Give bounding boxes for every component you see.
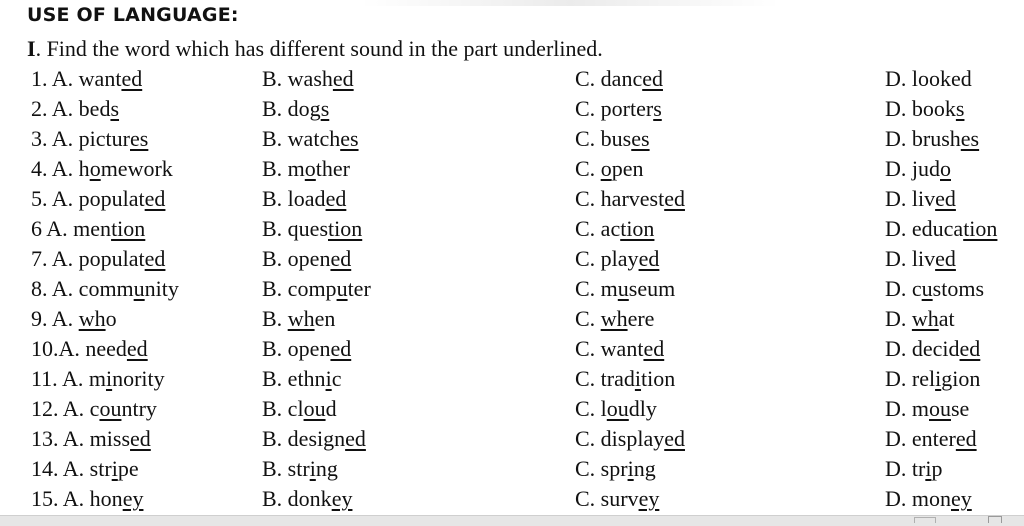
option-text: at (938, 306, 955, 331)
option-c (575, 94, 662, 124)
option-text: 10.A. need (31, 336, 127, 361)
underlined-part: ed (664, 186, 685, 211)
question-row (0, 454, 1024, 484)
underlined-part: ed (130, 426, 151, 451)
option-d (885, 394, 969, 424)
underlined-part: ou (99, 396, 122, 421)
question-row (0, 214, 1024, 244)
option-c (575, 364, 675, 394)
instruction (27, 36, 603, 62)
option-d (885, 124, 979, 154)
underlined-part: tion (963, 216, 998, 241)
option-text: B. watch (262, 126, 341, 151)
underlined-part: i (309, 456, 316, 481)
instruction-roman: I (27, 36, 36, 61)
underlined-part: tion (111, 216, 146, 241)
option-d (885, 274, 984, 304)
bottom-bar (0, 515, 1024, 526)
option-text: D. looked (885, 66, 972, 91)
underlined-part: wh (911, 306, 939, 331)
option-text: 15. A. hon (31, 486, 123, 511)
option-text: seum (628, 276, 676, 301)
option-text: C. (575, 156, 601, 181)
underlined-part: ed (144, 246, 166, 271)
option-text: 4. A. h (31, 156, 90, 181)
underlined-part: ey (331, 486, 353, 511)
option-a (31, 244, 165, 274)
option-a (31, 154, 173, 184)
underlined-part: wh (287, 306, 315, 331)
option-text: D. enter (885, 426, 956, 451)
option-c (575, 334, 664, 364)
option-text: se (951, 396, 970, 421)
option-c (575, 244, 659, 274)
option-text: 7. A. populat (31, 246, 145, 271)
option-c (575, 184, 685, 214)
underlined-part: s (653, 96, 662, 121)
option-d (885, 304, 955, 334)
option-b (262, 334, 351, 364)
option-text: ere (627, 306, 655, 331)
option-text: 6 A. men (31, 216, 112, 241)
option-text: ther (315, 156, 350, 181)
option-a (31, 454, 139, 484)
option-d (885, 424, 977, 454)
underlined-part: ed (955, 426, 977, 451)
option-text: C. surv (575, 486, 639, 511)
underlined-part: ed (144, 186, 166, 211)
option-b (262, 244, 351, 274)
option-a (31, 214, 145, 244)
option-text: ng (633, 456, 656, 481)
underlined-part: ed (126, 336, 148, 361)
option-text: pen (611, 156, 644, 181)
instruction-text: . Find the word which has different sound in the part underlined. (35, 36, 603, 61)
option-text: D. jud (885, 156, 940, 181)
option-text: 13. A. miss (31, 426, 131, 451)
question-row (0, 184, 1024, 214)
option-text: B. dog (262, 96, 321, 121)
option-b (262, 94, 329, 124)
option-text: C. porter (575, 96, 654, 121)
question-row (0, 394, 1024, 424)
underlined-part: s (320, 96, 330, 121)
underlined-part: tion (620, 216, 655, 241)
option-text: C. (575, 306, 601, 331)
option-c (575, 124, 650, 154)
option-b (262, 154, 350, 184)
option-text: B. comp (262, 276, 337, 301)
option-text: stoms (932, 276, 985, 301)
underlined-part: i (935, 366, 942, 391)
option-text: B. (262, 306, 288, 331)
option-text: C. play (575, 246, 639, 271)
option-text: B. open (262, 246, 331, 271)
underlined-part: ed (330, 336, 352, 361)
question-list (0, 64, 1024, 514)
option-c (575, 394, 657, 424)
underlined-part: wh (78, 306, 106, 331)
option-text: B. wash (262, 66, 333, 91)
option-c (575, 214, 654, 244)
option-text: p (931, 456, 943, 481)
option-a (31, 184, 165, 214)
underlined-part: ou (929, 396, 951, 421)
option-b (262, 124, 359, 154)
option-text: nity (144, 276, 179, 301)
underlined-part: ed (642, 66, 663, 91)
option-a (31, 424, 151, 454)
underlined-part: ed (935, 246, 956, 271)
question-row (0, 244, 1024, 274)
option-text: gion (941, 366, 981, 391)
underlined-part: o (304, 156, 316, 181)
option-text: D. brush (885, 126, 961, 151)
option-text: c (331, 366, 342, 391)
option-d (885, 334, 980, 364)
option-d (885, 154, 951, 184)
underlined-part: ed (330, 246, 352, 271)
question-row (0, 154, 1024, 184)
option-b (262, 184, 346, 214)
option-text: D. rel (885, 366, 936, 391)
question-row (0, 334, 1024, 364)
caption-icon[interactable] (914, 517, 936, 523)
option-text: 2. A. bed (31, 96, 111, 121)
option-d (885, 454, 942, 484)
option-b (262, 454, 338, 484)
underlined-part: i (925, 456, 932, 481)
underlined-part: i (105, 366, 113, 391)
question-row (0, 274, 1024, 304)
underlined-part: u (921, 276, 933, 301)
option-text: 11. A. m (31, 366, 106, 391)
underlined-part: u (133, 276, 145, 301)
underlined-part: ed (643, 336, 665, 361)
underlined-part: ey (122, 486, 144, 511)
underlined-part: i (325, 366, 332, 391)
underlined-part: s (955, 96, 965, 121)
question-row (0, 64, 1024, 94)
option-a (31, 274, 179, 304)
underlined-part: es (130, 126, 149, 151)
option-text: pe (117, 456, 139, 481)
underlined-part: ey (638, 486, 660, 511)
option-text: B. design (262, 426, 346, 451)
underlined-part: ed (638, 246, 660, 271)
option-text: ntry (121, 396, 157, 421)
underlined-part: ed (121, 66, 143, 91)
faint-top-line (360, 0, 780, 6)
underlined-part: i (627, 456, 634, 481)
option-text: 8. A. comm (31, 276, 134, 301)
option-text: D. liv (885, 186, 936, 211)
option-c (575, 64, 663, 94)
underlined-part: es (631, 126, 650, 151)
option-text: C. ac (575, 216, 621, 241)
option-text: B. m (262, 156, 305, 181)
underlined-part: ed (935, 186, 956, 211)
underlined-part: es (960, 126, 980, 151)
option-a (31, 334, 148, 364)
underlined-part: i (634, 366, 642, 391)
option-text: 5. A. populat (31, 186, 145, 211)
underlined-part: ou (303, 396, 326, 421)
option-b (262, 364, 341, 394)
option-d (885, 214, 997, 244)
option-text: B. ques (262, 216, 328, 241)
option-b (262, 484, 352, 514)
option-text: 9. A. (31, 306, 79, 331)
option-d (885, 364, 980, 394)
underlined-part: ed (325, 186, 347, 211)
option-d (885, 484, 972, 514)
option-c (575, 154, 643, 184)
question-row (0, 124, 1024, 154)
fullscreen-icon[interactable] (988, 516, 1002, 523)
option-a (31, 364, 165, 394)
underlined-part: ou (606, 396, 629, 421)
option-a (31, 124, 148, 154)
underlined-part: ey (951, 486, 972, 511)
option-d (885, 184, 956, 214)
underlined-part: ed (664, 426, 685, 451)
option-text: dly (628, 396, 657, 421)
option-text: 1. A. want (31, 66, 122, 91)
option-text: D. book (885, 96, 956, 121)
underlined-part: wh (600, 306, 628, 331)
option-text: o (105, 306, 117, 331)
underlined-part: u (617, 276, 629, 301)
option-b (262, 274, 371, 304)
option-text: C. harvest (575, 186, 665, 211)
option-text: 3. A. pictur (31, 126, 130, 151)
option-text: C. danc (575, 66, 643, 91)
option-text: C. display (575, 426, 665, 451)
option-text: tion (641, 366, 676, 391)
option-c (575, 304, 654, 334)
option-a (31, 94, 119, 124)
option-text: D. educa (885, 216, 964, 241)
question-row (0, 484, 1024, 514)
option-text: C. bus (575, 126, 632, 151)
option-text: B. str (262, 456, 310, 481)
option-text: D. mon (885, 486, 951, 511)
option-text: C. l (575, 396, 607, 421)
underlined-part: o (600, 156, 612, 181)
question-row (0, 364, 1024, 394)
option-a (31, 64, 142, 94)
question-row (0, 304, 1024, 334)
option-text: D. (885, 306, 912, 331)
underlined-part: o (940, 156, 951, 181)
option-text: 12. A. c (31, 396, 100, 421)
option-b (262, 214, 362, 244)
underlined-part: s (110, 96, 120, 121)
question-row (0, 94, 1024, 124)
option-c (575, 274, 675, 304)
option-c (575, 424, 685, 454)
underlined-part: u (336, 276, 348, 301)
option-text: ter (347, 276, 371, 301)
option-b (262, 394, 337, 424)
option-text: C. spr (575, 456, 628, 481)
option-d (885, 244, 956, 274)
underlined-part: i (111, 456, 118, 481)
option-text: D. decid (885, 336, 960, 361)
option-text: C. want (575, 336, 644, 361)
option-text: B. cl (262, 396, 304, 421)
underlined-part: ed (959, 336, 981, 361)
option-text: mework (100, 156, 173, 181)
option-d (885, 94, 964, 124)
underlined-part: es (340, 126, 359, 151)
option-text: B. load (262, 186, 326, 211)
underlined-part: o (89, 156, 101, 181)
underlined-part: ed (345, 426, 366, 451)
option-text: C. trad (575, 366, 635, 391)
option-text: 14. A. str (31, 456, 112, 481)
option-c (575, 484, 659, 514)
option-b (262, 64, 354, 94)
option-text: d (325, 396, 337, 421)
option-text: D. tr (885, 456, 926, 481)
option-text: nority (112, 366, 165, 391)
option-text: en (314, 306, 336, 331)
option-text: C. m (575, 276, 618, 301)
page-heading: USE OF LANGUAGE: (27, 4, 239, 26)
option-text: B. ethn (262, 366, 326, 391)
option-b (262, 424, 366, 454)
option-text: ng (315, 456, 338, 481)
option-text: D. m (885, 396, 929, 421)
option-text: D. liv (885, 246, 936, 271)
option-d (885, 64, 972, 94)
option-text: D. c (885, 276, 922, 301)
option-a (31, 484, 143, 514)
option-a (31, 304, 117, 334)
option-c (575, 454, 656, 484)
option-a (31, 394, 157, 424)
option-text: B. open (262, 336, 331, 361)
underlined-part: ed (332, 66, 354, 91)
option-text: B. donk (262, 486, 332, 511)
question-row (0, 424, 1024, 454)
underlined-part: tion (328, 216, 363, 241)
option-b (262, 304, 335, 334)
